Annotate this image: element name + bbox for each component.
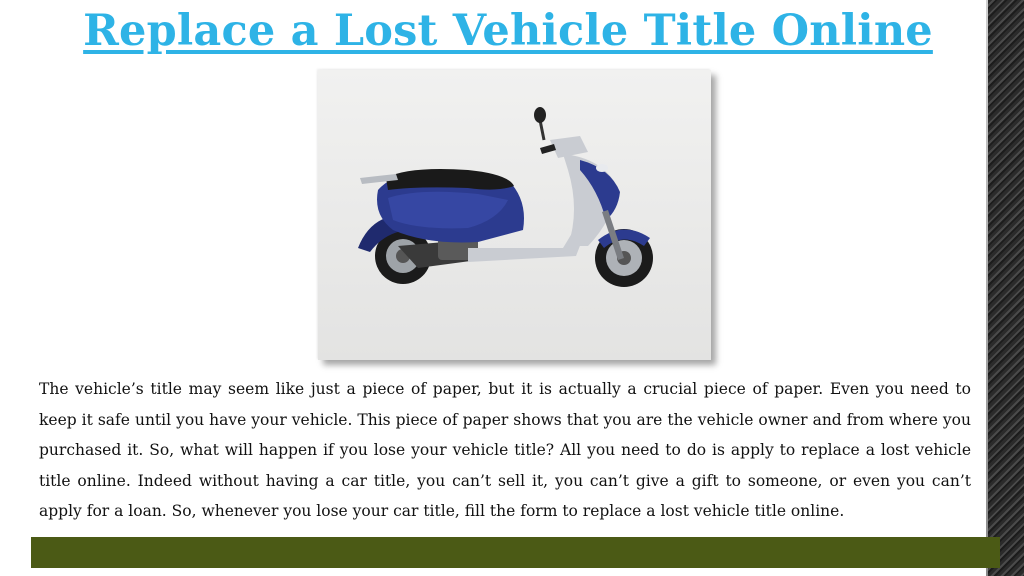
scooter-illustration bbox=[318, 70, 711, 360]
scooter-image bbox=[318, 70, 711, 360]
body-paragraph[interactable]: The vehicle’s title may seem like just a piece of paper, but it is actually a crucial piece of paper. Even you need to keep it safe until you have your vehicle. This piece of paper shows that you are the vehicle owner and from where you purchased it. So, what will happen if you lose your vehicle title? All you need to do is apply to replace a lost vehicle title online. Indeed without having a car title, you can’t sell it, you can’t give a gift to someone, or even you can’t apply for a loan. So, whenever you lose your car title, fill the form to replace a lost vehicle title online. bbox=[39, 380, 971, 520]
right-carbon-border bbox=[988, 0, 1024, 576]
footer-bar bbox=[31, 537, 1000, 568]
slide-title[interactable]: Replace a Lost Vehicle Title Online bbox=[83, 6, 933, 56]
